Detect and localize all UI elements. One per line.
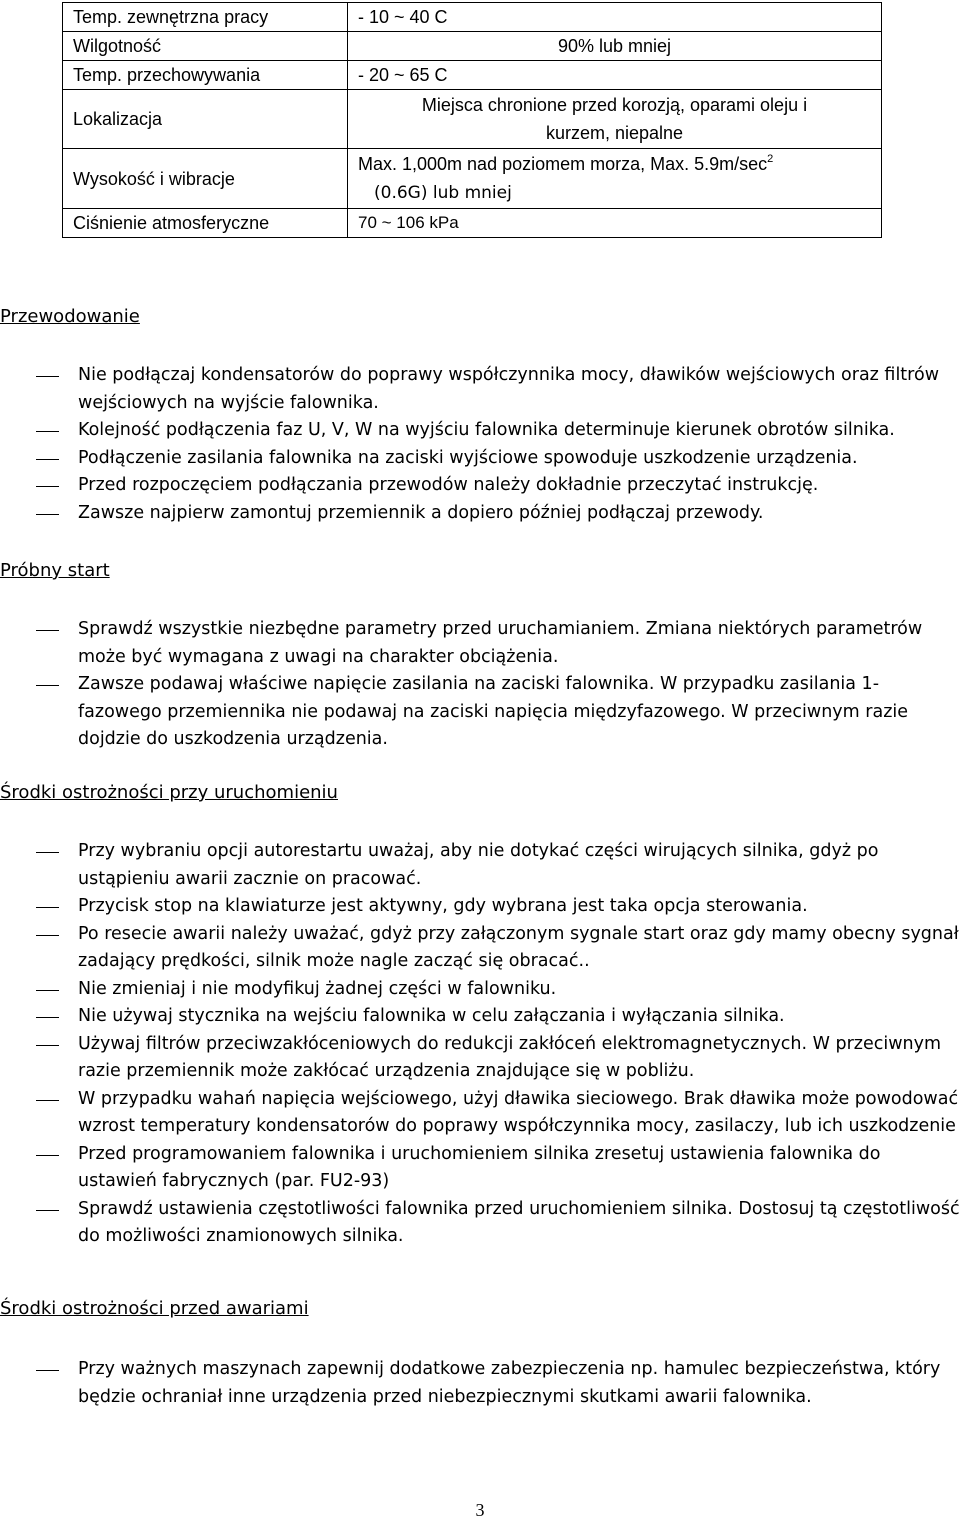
dash-bullet-icon — [36, 1100, 59, 1101]
spec-value-line: (0.6G) lub mniej — [374, 183, 512, 203]
dash-bullet-icon — [36, 630, 59, 631]
list-item: Sprawdź wszystkie niezbędne parametry przed uruchamianiem. Zmiana niektórych parametrów może być wymagana z uwagi na charakter obciążenia. — [0, 616, 960, 671]
page-number: 3 — [475, 1500, 485, 1520]
spec-label: Temp. przechowywania — [63, 61, 348, 90]
startup-precautions-list — [0, 838, 960, 1251]
section-heading-failure-precautions: Środki ostrożności przed awariami — [0, 1298, 309, 1319]
list-item: W przypadku wahań napięcia wejściowego, użyj dławika sieciowego. Brak dławika może powodować wzrost temperatury kondensatorów do poprawy współczynnika mocy, zasilaczy, lub ich uszkodzenie — [0, 1086, 960, 1141]
dash-bullet-icon — [36, 1210, 59, 1211]
list-item: Zawsze najpierw zamontuj przemiennik a dopiero później podłączaj przewody. — [0, 500, 960, 528]
dash-bullet-icon — [36, 935, 59, 936]
spec-label: Wilgotność — [63, 32, 348, 61]
spec-label: Wysokość i wibracje — [63, 149, 348, 209]
spec-label: Lokalizacja — [63, 90, 348, 149]
spec-value-line: Max. 1,000m nad poziomem morza, Max. 5.9m/sec — [358, 154, 768, 174]
dash-bullet-icon — [36, 1045, 59, 1046]
dash-bullet-icon — [36, 376, 59, 377]
spec-row — [63, 209, 882, 238]
spec-value: 90% lub mniej — [348, 32, 882, 61]
list-item: Po resecie awarii należy uważać, gdyż przy załączonym sygnale start oraz gdy mamy obecny sygnał zadający prędkości, silnik może nagle zacząć się obracać.. — [0, 921, 960, 976]
list-item: Przy wybraniu opcji autorestartu uważaj, aby nie dotykać części wirujących silnika, gdyż po ustąpieniu awarii zacznie on pracować. — [0, 838, 960, 893]
section-heading-trial-start: Próbny start — [0, 560, 110, 581]
spec-value: - 20 ~ 65 C — [348, 61, 882, 90]
spec-row — [63, 90, 882, 149]
superscript: 2 — [767, 153, 774, 165]
list-item: Nie używaj stycznika na wejściu falownika w celu załączania i wyłączania silnika. — [0, 1003, 960, 1031]
dash-bullet-icon — [36, 1370, 59, 1371]
list-item: Używaj filtrów przeciwzakłóceniowych do redukcji zakłóceń elektromagnetycznych. W przeciwnym razie przemiennik może zakłócać urządzenia znajdujące się w pobliżu. — [0, 1031, 960, 1086]
spec-value — [348, 149, 882, 209]
dash-bullet-icon — [36, 1155, 59, 1156]
dash-bullet-icon — [36, 907, 59, 908]
dash-bullet-icon — [36, 459, 59, 460]
list-item: Przed rozpoczęciem podłączania przewodów należy dokładnie przeczytać instrukcję. — [0, 472, 960, 500]
dash-bullet-icon — [36, 852, 59, 853]
dash-bullet-icon — [36, 685, 59, 686]
section-heading-startup-precautions: Środki ostrożności przy uruchomieniu — [0, 782, 338, 803]
list-item: Kolejność podłączenia faz U, V, W na wyjściu falownika determinuje kierunek obrotów silnika. — [0, 417, 960, 445]
list-item: Sprawdź ustawienia częstotliwości falownika przed uruchomieniem silnika. Dostosuj tą częstotliwość do możliwości znamionowych silnika. — [0, 1196, 960, 1251]
spec-row — [63, 61, 882, 90]
section-heading-wiring: Przewodowanie — [0, 306, 140, 327]
spec-value: - 10 ~ 40 C — [348, 3, 882, 32]
spec-value — [348, 90, 882, 149]
list-item: Nie podłączaj kondensatorów do poprawy współczynnika mocy, dławików wejściowych oraz filtrów wejściowych na wyjście falownika. — [0, 362, 960, 417]
spec-value-line: Miejsca chronione przed korozją, oparami oleju i — [421, 95, 808, 115]
spec-value: 70 ~ 106 kPa — [348, 209, 882, 238]
dash-bullet-icon — [36, 514, 59, 515]
wiring-list — [0, 362, 960, 527]
spec-row — [63, 3, 882, 32]
spec-row — [63, 149, 882, 209]
list-item: Przycisk stop na klawiaturze jest aktywny, gdy wybrana jest taka opcja sterowania. — [0, 893, 960, 921]
list-item: Nie zmieniaj i nie modyfikuj żadnej części w falowniku. — [0, 976, 960, 1004]
list-item: Przed programowaniem falownika i uruchomieniem silnika zresetuj ustawienia falownika do ustawień fabrycznych (par. FU2-93) — [0, 1141, 960, 1196]
environment-spec-table — [62, 2, 882, 238]
spec-label: Temp. zewnętrzna pracy — [63, 3, 348, 32]
list-item: Zawsze podawaj właściwe napięcie zasilania na zaciski falownika. W przypadku zasilania 1-fazowego przemiennika nie podawaj na zaciski napięcia międzyfazowego. W przeciwnym razie dojdzie do uszkodzenia urządzenia. — [0, 671, 960, 754]
spec-row — [63, 32, 882, 61]
failure-precautions-list — [0, 1356, 960, 1411]
trial-start-list — [0, 616, 960, 754]
spec-value-line: kurzem, niepalne — [545, 123, 684, 143]
spec-label: Ciśnienie atmosferyczne — [63, 209, 348, 238]
dash-bullet-icon — [36, 990, 59, 991]
list-item: Podłączenie zasilania falownika na zaciski wyjściowe spowoduje uszkodzenie urządzenia. — [0, 445, 960, 473]
dash-bullet-icon — [36, 486, 59, 487]
dash-bullet-icon — [36, 431, 59, 432]
list-item: Przy ważnych maszynach zapewnij dodatkowe zabezpieczenia np. hamulec bezpieczeństwa, który będzie ochraniał inne urządzenia przed niebezpiecznymi skutkami awarii falownika. — [0, 1356, 960, 1411]
dash-bullet-icon — [36, 1017, 59, 1018]
